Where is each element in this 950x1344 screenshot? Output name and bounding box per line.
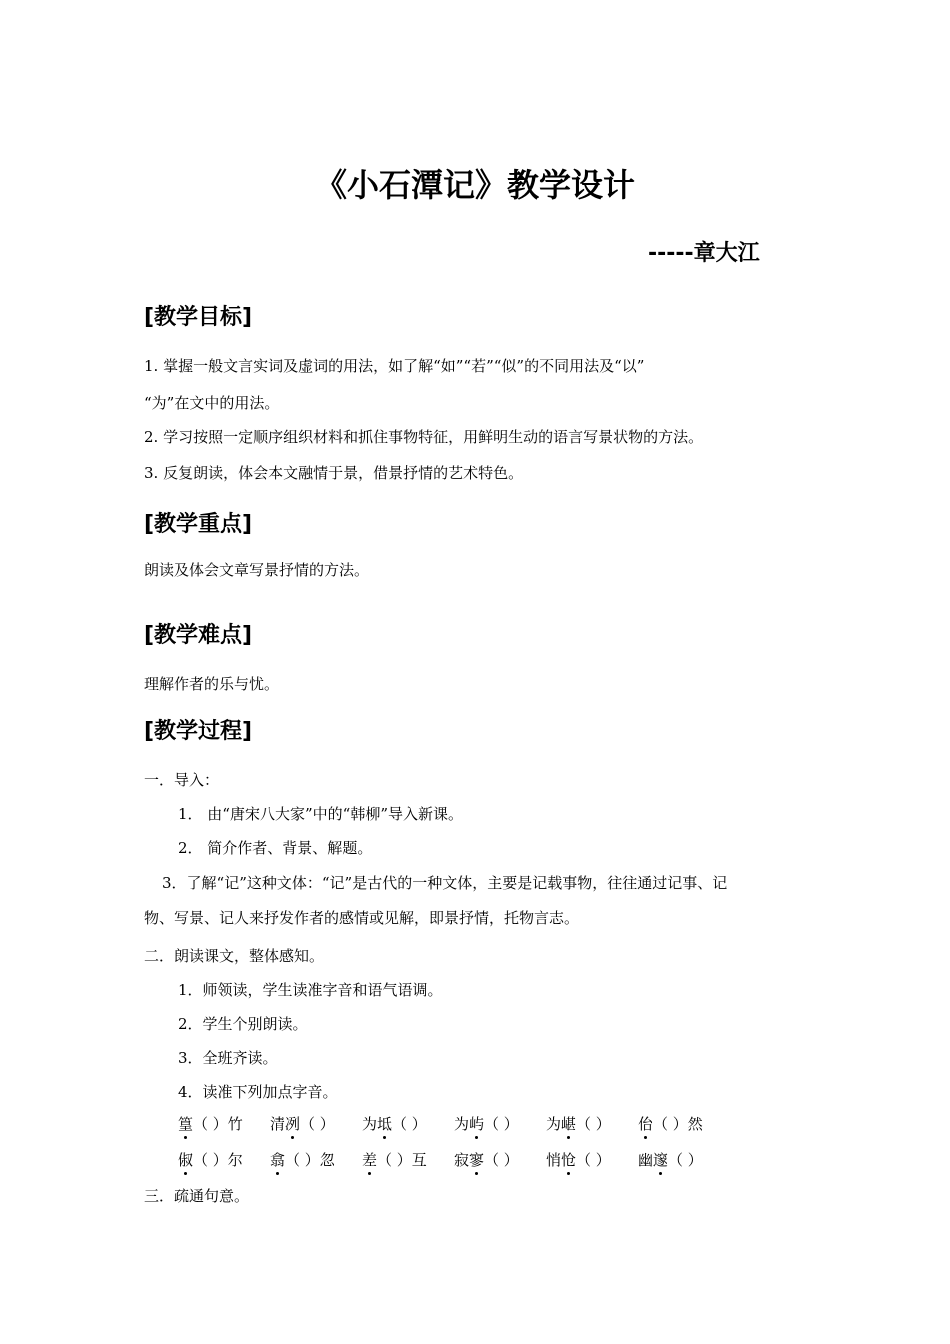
goal-item-1: 1. 掌握一般文言实词及虚词的用法，如了解“如”“若”“似”的不同用法及“以” (144, 357, 645, 375)
vocab-item: 翕（ ）忽 (270, 1151, 335, 1169)
vocab-item: 佁（ ）然 (638, 1115, 703, 1133)
process-1-3-cont: 物、写景、记人来抒发作者的感情或见解，即景抒情，托物言志。 (144, 909, 580, 927)
vocab-item: 幽邃（ ） (638, 1151, 703, 1169)
difficulty-text: 理解作者的乐与忧。 (144, 675, 280, 693)
vocab-item: 为坻（ ） (362, 1115, 427, 1133)
process-2-4: 4．读准下列加点字音。 (178, 1083, 338, 1101)
page-title: 《小石潭记》教学设计 (314, 166, 635, 204)
vocab-item: 篁（ ）竹 (178, 1115, 243, 1133)
vocab-item: 俶（ ）尔 (178, 1151, 243, 1169)
goal-item-1-cont: “为”在文中的用法。 (144, 394, 280, 412)
author-line: -----章大江 (648, 241, 760, 266)
vocab-item: 差（ ）互 (362, 1151, 427, 1169)
process-2-3: 3．全班齐读。 (178, 1049, 278, 1067)
vocab-item: 寂寥（ ） (454, 1151, 519, 1169)
process-1-1: 1． 由“唐宋八大家”中的“韩柳”导入新课。 (178, 805, 463, 823)
process-part-2: 二．朗读课文，整体感知。 (144, 947, 325, 965)
heading-process: [教学过程] (144, 719, 253, 744)
vocab-item: 清冽（ ） (270, 1115, 335, 1133)
heading-goals: [教学目标] (144, 305, 253, 330)
goal-item-3: 3. 反复朗读，体会本文融情于景，借景抒情的艺术特色。 (144, 464, 524, 482)
vocab-item: 为屿（ ） (454, 1115, 519, 1133)
process-part-3: 三．疏通句意。 (144, 1187, 250, 1205)
heading-key: [教学重点] (144, 512, 253, 537)
process-1-2: 2． 简介作者、背景、解题。 (178, 839, 373, 857)
vocab-item: 悄怆（ ） (546, 1151, 611, 1169)
key-text: 朗读及体会文章写景抒情的方法。 (144, 561, 370, 579)
process-part-1: 一．导入： (144, 771, 220, 789)
process-2-2: 2．学生个别朗读。 (178, 1015, 308, 1033)
process-1-3: 3．了解“记”这种文体：“记”是古代的一种文体，主要是记载事物，往往通过记事、记 (162, 874, 728, 892)
process-2-1: 1．师领读，学生读准字音和语气语调。 (178, 981, 443, 999)
goal-item-2: 2. 学习按照一定顺序组织材料和抓住事物特征，用鲜明生动的语言写景状物的方法。 (144, 428, 704, 446)
heading-difficulty: [教学难点] (144, 623, 253, 648)
vocab-item: 为嵁（ ） (546, 1115, 611, 1133)
